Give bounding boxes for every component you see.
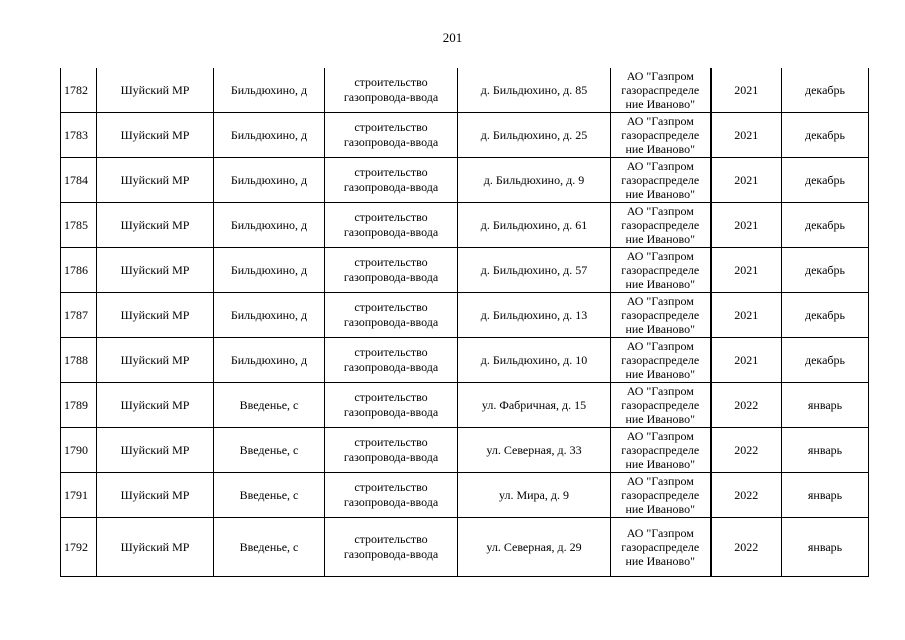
locality-cell: Бильдюхино, д [214, 248, 325, 293]
table-row [61, 473, 869, 518]
locality-cell: Введенье, с [214, 473, 325, 518]
year-cell: 2022 [711, 473, 782, 518]
organization-cell [611, 113, 711, 158]
district-cell: Шуйский МР [97, 518, 214, 577]
table-row [61, 113, 869, 158]
work-type-line-2: газопровода-ввода [343, 90, 439, 104]
organization-line-1: АО "Газпром [626, 384, 694, 398]
organization-line-1: АО "Газпром [626, 204, 694, 218]
organization-line-3: ние Иваново" [625, 367, 696, 381]
organization-line-3: ние Иваново" [625, 187, 696, 201]
address-cell: д. Бильдюхино, д. 13 [458, 293, 611, 338]
district-cell: Шуйский МР [97, 158, 214, 203]
month-cell: декабрь [782, 113, 869, 158]
organization-line-2: газораспределе [621, 540, 700, 554]
work-type-line-1: строительство [354, 120, 428, 134]
address-cell: ул. Фабричная, д. 15 [458, 383, 611, 428]
address-cell: д. Бильдюхино, д. 25 [458, 113, 611, 158]
address-cell: д. Бильдюхино, д. 9 [458, 158, 611, 203]
organization-line-2: газораспределе [621, 218, 700, 232]
organization-cell [611, 338, 711, 383]
work-type-cell [325, 518, 458, 577]
row-number-cell: 1782 [61, 68, 97, 113]
work-type-cell [325, 203, 458, 248]
organization-cell [611, 293, 711, 338]
organization-cell [611, 248, 711, 293]
row-number-cell: 1783 [61, 113, 97, 158]
district-cell: Шуйский МР [97, 293, 214, 338]
district-cell: Шуйский МР [97, 383, 214, 428]
locality-cell: Бильдюхино, д [214, 158, 325, 203]
organization-line-2: газораспределе [621, 173, 700, 187]
work-type-line-1: строительство [354, 165, 428, 179]
organization-line-1: АО "Газпром [626, 159, 694, 173]
work-type-line-2: газопровода-ввода [343, 450, 439, 464]
organization-line-1: АО "Газпром [626, 339, 694, 353]
organization-line-2: газораспределе [621, 263, 700, 277]
work-type-line-2: газопровода-ввода [343, 405, 439, 419]
table-row [61, 338, 869, 383]
organization-line-3: ние Иваново" [625, 502, 696, 516]
organization-cell [611, 203, 711, 248]
district-cell: Шуйский МР [97, 473, 214, 518]
district-cell: Шуйский МР [97, 248, 214, 293]
address-cell: д. Бильдюхино, д. 10 [458, 338, 611, 383]
table-row [61, 158, 869, 203]
work-type-cell [325, 113, 458, 158]
work-type-line-2: газопровода-ввода [343, 495, 439, 509]
organization-line-3: ние Иваново" [625, 232, 696, 246]
work-type-cell [325, 473, 458, 518]
month-cell: декабрь [782, 338, 869, 383]
organization-line-2: газораспределе [621, 353, 700, 367]
page-number: 201 [442, 30, 463, 45]
year-cell: 2021 [711, 248, 782, 293]
year-cell: 2021 [711, 338, 782, 383]
month-cell: январь [782, 383, 869, 428]
organization-line-2: газораспределе [621, 398, 700, 412]
work-type-cell [325, 293, 458, 338]
table-body [61, 68, 869, 577]
row-number-cell: 1785 [61, 203, 97, 248]
address-cell: ул. Мира, д. 9 [458, 473, 611, 518]
organization-line-1: АО "Газпром [626, 429, 694, 443]
address-cell: д. Бильдюхино, д. 61 [458, 203, 611, 248]
organization-cell [611, 518, 711, 577]
work-type-line-2: газопровода-ввода [343, 180, 439, 194]
work-type-line-2: газопровода-ввода [343, 360, 439, 374]
organization-cell [611, 68, 711, 113]
work-type-line-2: газопровода-ввода [343, 135, 439, 149]
locality-cell: Бильдюхино, д [214, 338, 325, 383]
organization-line-1: АО "Газпром [626, 474, 694, 488]
organization-line-1: АО "Газпром [626, 526, 694, 540]
locality-cell: Введенье, с [214, 518, 325, 577]
row-number-cell: 1790 [61, 428, 97, 473]
locality-cell: Бильдюхино, д [214, 293, 325, 338]
month-cell: январь [782, 428, 869, 473]
year-cell: 2021 [711, 158, 782, 203]
organization-line-3: ние Иваново" [625, 97, 696, 111]
work-type-line-1: строительство [354, 75, 428, 89]
district-cell: Шуйский МР [97, 428, 214, 473]
organization-line-3: ние Иваново" [625, 277, 696, 291]
work-type-line-1: строительство [354, 532, 428, 546]
year-cell: 2021 [711, 68, 782, 113]
locality-cell: Введенье, с [214, 383, 325, 428]
year-cell: 2022 [711, 383, 782, 428]
organization-line-3: ние Иваново" [625, 142, 696, 156]
address-cell: д. Бильдюхино, д. 85 [458, 68, 611, 113]
work-type-line-1: строительство [354, 300, 428, 314]
work-type-line-1: строительство [354, 390, 428, 404]
organization-cell [611, 428, 711, 473]
organization-line-2: газораспределе [621, 83, 700, 97]
month-cell: декабрь [782, 158, 869, 203]
organization-line-3: ние Иваново" [625, 412, 696, 426]
work-type-line-1: строительство [354, 435, 428, 449]
work-type-line-1: строительство [354, 255, 428, 269]
organization-line-2: газораспределе [621, 308, 700, 322]
table-row [61, 68, 869, 113]
work-type-line-1: строительство [354, 345, 428, 359]
organization-line-3: ние Иваново" [625, 322, 696, 336]
month-cell: январь [782, 518, 869, 577]
gasification-table [60, 68, 869, 577]
table-row [61, 518, 869, 577]
district-cell: Шуйский МР [97, 203, 214, 248]
organization-line-1: АО "Газпром [626, 69, 694, 83]
locality-cell: Бильдюхино, д [214, 68, 325, 113]
organization-line-2: газораспределе [621, 443, 700, 457]
organization-cell [611, 383, 711, 428]
district-cell: Шуйский МР [97, 113, 214, 158]
year-cell: 2022 [711, 518, 782, 577]
work-type-cell [325, 428, 458, 473]
work-type-cell [325, 158, 458, 203]
work-type-line-2: газопровода-ввода [343, 270, 439, 284]
work-type-cell [325, 68, 458, 113]
work-type-cell [325, 248, 458, 293]
table-row [61, 203, 869, 248]
organization-line-2: газораспределе [621, 488, 700, 502]
organization-cell [611, 158, 711, 203]
locality-cell: Бильдюхино, д [214, 203, 325, 248]
work-type-line-2: газопровода-ввода [343, 547, 439, 561]
organization-line-3: ние Иваново" [625, 457, 696, 471]
row-number-cell: 1784 [61, 158, 97, 203]
organization-line-1: АО "Газпром [626, 294, 694, 308]
year-cell: 2021 [711, 203, 782, 248]
work-type-cell [325, 338, 458, 383]
address-cell: ул. Северная, д. 33 [458, 428, 611, 473]
row-number-cell: 1787 [61, 293, 97, 338]
year-cell: 2021 [711, 113, 782, 158]
organization-line-2: газораспределе [621, 128, 700, 142]
work-type-cell [325, 383, 458, 428]
month-cell: декабрь [782, 203, 869, 248]
address-cell: д. Бильдюхино, д. 57 [458, 248, 611, 293]
district-cell: Шуйский МР [97, 338, 214, 383]
row-number-cell: 1788 [61, 338, 97, 383]
row-number-cell: 1791 [61, 473, 97, 518]
year-cell: 2022 [711, 428, 782, 473]
work-type-line-2: газопровода-ввода [343, 225, 439, 239]
locality-cell: Бильдюхино, д [214, 113, 325, 158]
table-row [61, 383, 869, 428]
work-type-line-1: строительство [354, 210, 428, 224]
organization-line-1: АО "Газпром [626, 114, 694, 128]
row-number-cell: 1789 [61, 383, 97, 428]
organization-line-1: АО "Газпром [626, 249, 694, 263]
address-cell: ул. Северная, д. 29 [458, 518, 611, 577]
organization-line-3: ние Иваново" [625, 554, 696, 568]
month-cell: январь [782, 473, 869, 518]
row-number-cell: 1792 [61, 518, 97, 577]
table-row [61, 293, 869, 338]
organization-cell [611, 473, 711, 518]
work-type-line-2: газопровода-ввода [343, 315, 439, 329]
month-cell: декабрь [782, 248, 869, 293]
month-cell: декабрь [782, 293, 869, 338]
row-number-cell: 1786 [61, 248, 97, 293]
table-row [61, 248, 869, 293]
locality-cell: Введенье, с [214, 428, 325, 473]
month-cell: декабрь [782, 68, 869, 113]
district-cell: Шуйский МР [97, 68, 214, 113]
table-row [61, 428, 869, 473]
work-type-line-1: строительство [354, 480, 428, 494]
year-cell: 2021 [711, 293, 782, 338]
